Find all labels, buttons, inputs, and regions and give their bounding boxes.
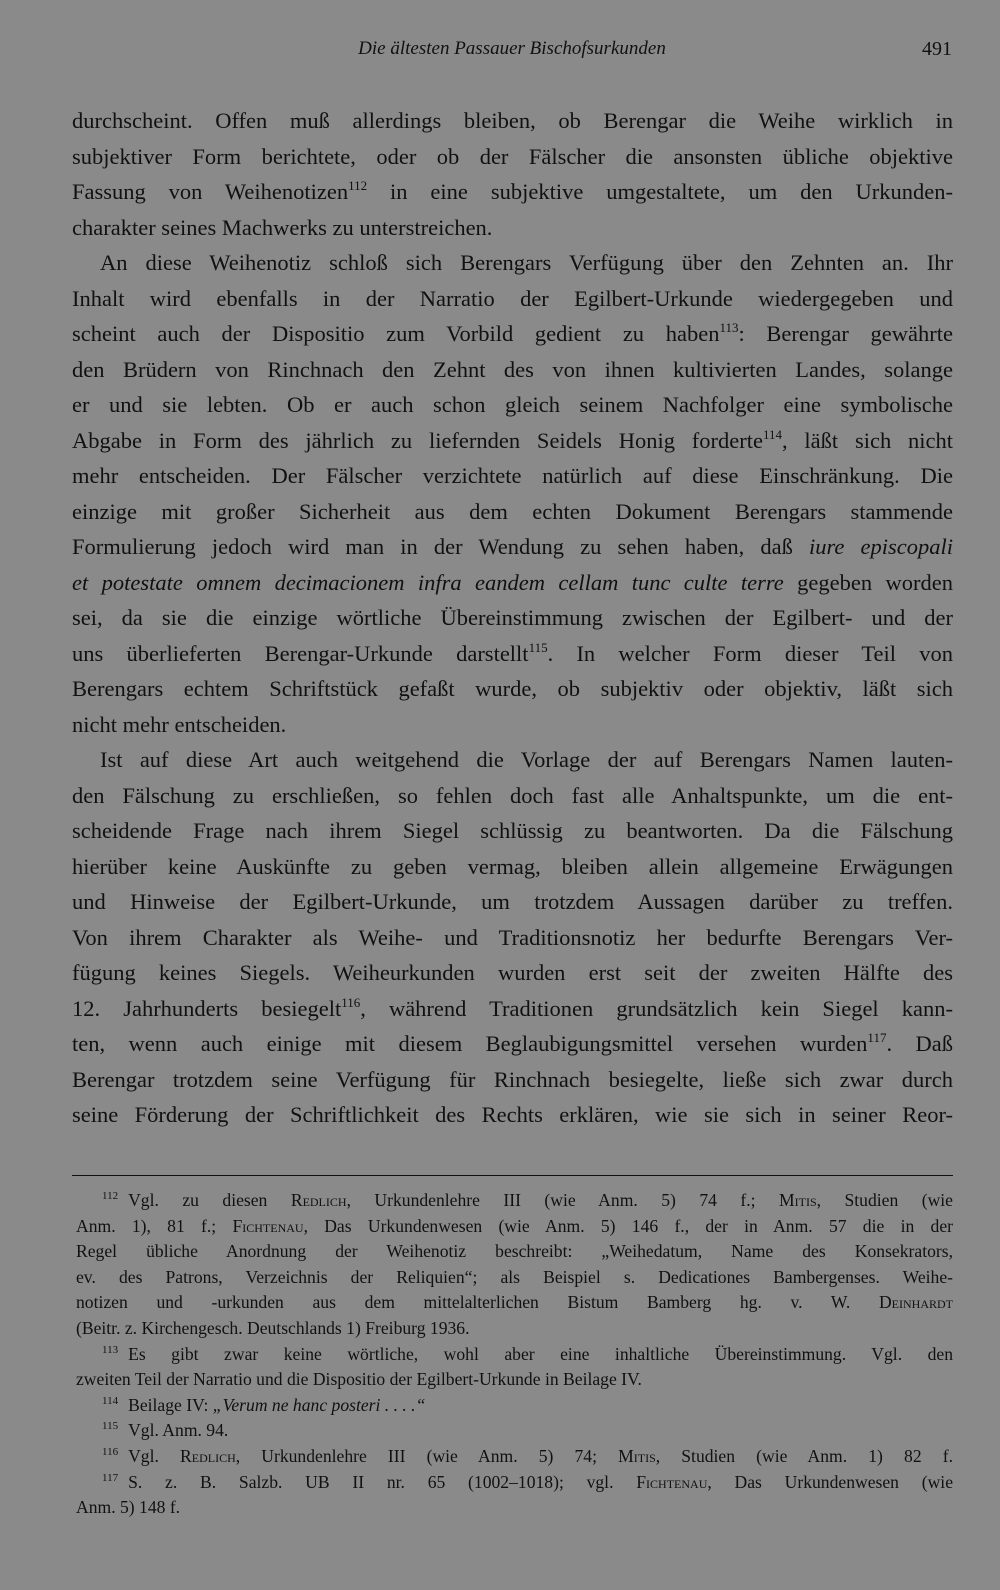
text-line: ten, wenn auch einige mit diesem Beglaubigungsmittel versehen wurden$^{117}$. Daß [72, 1030, 953, 1056]
text-line: scheint auch der Dispositio zum Vorbild gedient zu haben$^{113}$: Berengar gewährte [72, 320, 954, 346]
footnote-115: $^{115}$ Vgl. Anm. 94. [102, 1420, 229, 1441]
page-header [72, 38, 952, 68]
footnote-divider [72, 1175, 953, 1176]
footnote-ref: 114 [762, 426, 783, 442]
footnote-line: Regel übliche Anordnung der Weihenotiz beschreibt: „Weihedatum, Name des Konsekrators, [76, 1241, 953, 1262]
footnote-line: (Beitr. z. Kirchengesch. Deutschlands 1) Freiburg 1936. [76, 1317, 470, 1338]
footnote-ref: 117 [867, 1030, 887, 1045]
footnote-ref: 112 [348, 178, 368, 193]
text-line: uns überlieferten Berengar-Urkunde darstellt$^{115}$. In welcher Form dieser Teil von [72, 639, 953, 666]
text-line: und Hinweise der Egilbert-Urkunde, um trotzdem Aussagen darüber zu treffen. [72, 889, 953, 914]
footnote-number: 113 [102, 1343, 119, 1356]
text-line: nicht mehr entscheiden. [72, 711, 287, 737]
footnote-line: notizen und -urkunden aus dem mittelalterlichen Bistum Bamberg hg. v. W. Deinhardt [76, 1292, 953, 1313]
text-line: Von ihrem Charakter als Weihe- und Traditionsnotiz her bedurfte Berengars Ver- [72, 924, 953, 950]
text-line: 12. Jahrhunderts besiegelt$^{116}$, während Traditionen grundsätzlich kein Siegel kann- [72, 994, 953, 1021]
text-line: An diese Weihenotiz schloß sich Berengars Verfügung über den Zehnten an. Ihr [100, 250, 953, 275]
footnote-113: $^{113}$ Es gibt zwar keine wörtliche, wohl aber eine inhaltliche Übereinstimmung. Vgl. den [102, 1343, 953, 1364]
text-line: Formulierung jedoch wird man in der Wendung zu sehen haben, daß iure episcopali [72, 534, 953, 559]
page-number: 491 [922, 38, 952, 60]
footnote-line: ev. des Patrons, Verzeichnis der Reliquien“; als Beispiel s. Dedicationes Bambergenses. Weihe- [76, 1266, 953, 1287]
footnote-112: $^{112}$ Vgl. zu diesen Redlich, Urkundenlehre III (wie Anm. 5) 74 f.; Mitis, Studien (wie [102, 1190, 953, 1210]
footnotes [76, 1188, 953, 1521]
footnote-line: Anm. 1), 81 f.; Fichtenau, Das Urkundenwesen (wie Anm. 5) 146 f., der in Anm. 57 die in der [76, 1215, 953, 1236]
footnote-line: zweiten Teil der Narratio und die Dispositio der Egilbert-Urkunde in Beilage IV. [76, 1369, 642, 1390]
latin-quote: iure episcopali [808, 534, 953, 559]
footnote-ref: 113 [719, 320, 739, 335]
footnote-114: $^{114}$ Beilage IV: „Verum ne hanc posteri . . . .“ [102, 1394, 426, 1415]
text-line: scheidende Frage nach ihrem Siegel schlüssig zu beantworten. Da die Fälschung [72, 818, 953, 843]
text-line: et potestate omnem decimacionem infra eandem cellam tunc culte terre gegeben worden [72, 569, 953, 595]
footnote-line: Anm. 5) 148 f. [76, 1497, 181, 1518]
main-text [72, 103, 953, 1133]
text-line: er und sie lebten. Ob er auch schon gleich seinem Nachfolger eine symbolische [72, 392, 953, 417]
footnote-number: 114 [102, 1394, 119, 1407]
footnote-number: 115 [102, 1420, 119, 1433]
text-line: subjektiver Form berichtete, oder ob der Fälscher die ansonsten übliche objektive [72, 143, 953, 169]
text-line: charakter seines Machwerks zu unterstreichen. [72, 214, 493, 240]
footnote-number: 116 [102, 1445, 119, 1458]
text-line: fügung keines Siegels. Weiheurkunden wurden erst seit der zweiten Hälfte des [72, 960, 953, 985]
text-line: mehr entscheiden. Der Fälscher verzichtete natürlich auf diese Einschränkung. Die [72, 463, 953, 488]
text-line: hierüber keine Auskünfte zu geben vermag, bleiben allein allgemeine Erwägungen [72, 853, 953, 879]
text-line: durchscheint. Offen muß allerdings bleiben, ob Berengar die Weihe wirklich in [72, 108, 953, 133]
text-line: Berengar trotzdem seine Verfügung für Rinchnach besiegelte, ließe sich zwar durch [72, 1066, 953, 1092]
running-title: Die ältesten Passauer Bischofsurkunden [358, 38, 666, 59]
text-line: einzige mit großer Sicherheit aus dem echten Dokument Berengars stammende [72, 498, 953, 524]
footnote-number: 117 [102, 1471, 119, 1484]
text-line: Ist auf diese Art auch weitgehend die Vorlage der auf Berengars Namen lauten- [100, 747, 953, 772]
footnote-number: 112 [102, 1190, 119, 1202]
footnote-ref: 115 [528, 639, 548, 655]
text-line: Fassung von Weihenotizen$^{112}$ in eine subjektive umgestaltete, um den Urkunden- [72, 178, 953, 204]
latin-quote: et potestate omnem decimacionem infra eandem cellam tunc culte terre [72, 569, 784, 595]
text-line: Abgabe in Form des jährlich zu liefernden Seidels Honig forderte$^{114}$, läßt sich nicht [72, 426, 953, 453]
footnote-ref: 116 [341, 994, 361, 1010]
text-line: Inhalt wird ebenfalls in der Narratio der Egilbert-Urkunde wiedergegeben und [72, 285, 953, 311]
footnote-117: $^{117}$ S. z. B. Salzb. UB II nr. 65 (1002–1018); vgl. Fichtenau, Das Urkundenwesen (wie [102, 1471, 953, 1492]
footnote-116: $^{116}$ Vgl. Redlich, Urkundenlehre III (wie Anm. 5) 74; Mitis, Studien (wie Anm. 1) 82 f. [102, 1445, 954, 1466]
text-line: seine Förderung der Schriftlichkeit des Rechts erklären, wie sie sich in seiner Reor- [72, 1102, 953, 1127]
text-line: den Brüdern von Rinchnach den Zehnt des von ihnen kultivierten Landes, solange [72, 356, 953, 382]
text-line: den Fälschung zu erschließen, so fehlen doch fast alle Anhaltspunkte, um die ent- [72, 782, 953, 808]
text-line: Berengars echtem Schriftstück gefaßt wurde, ob subjektiv oder objektiv, läßt sich [72, 676, 953, 701]
text-line: sei, da sie die einzige wörtliche Übereinstimmung zwischen der Egilbert- und der [72, 605, 953, 630]
